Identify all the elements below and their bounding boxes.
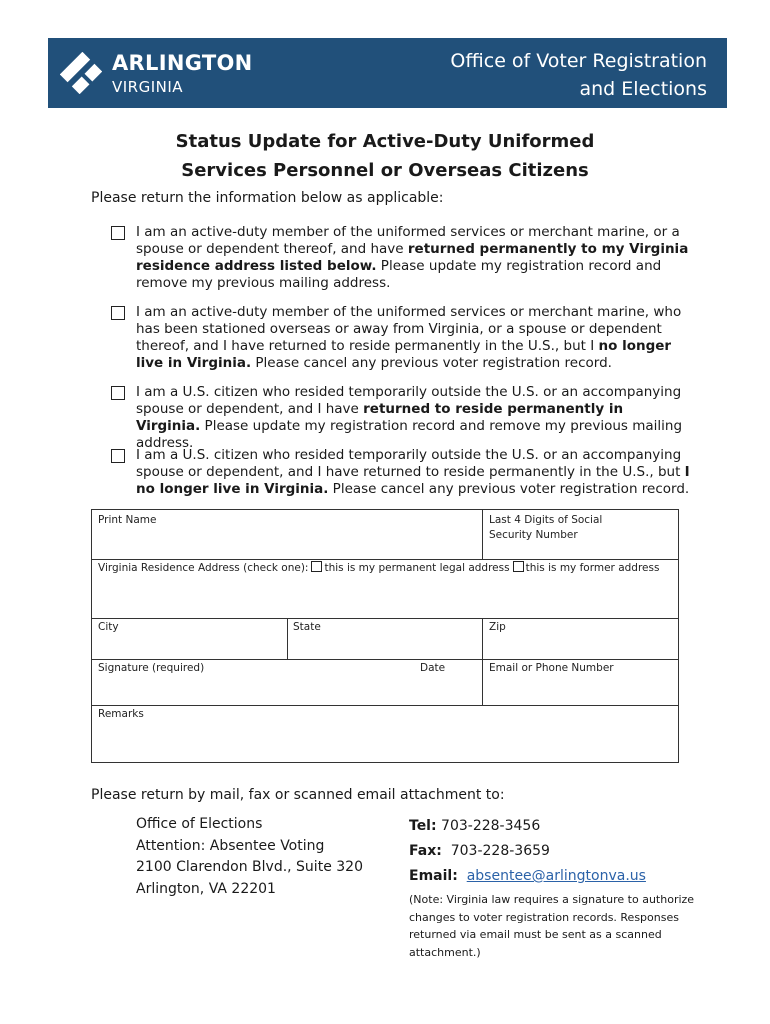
former-address-checkbox[interactable] bbox=[513, 561, 524, 572]
fax-number: 703-228-3659 bbox=[450, 843, 550, 859]
office-title bbox=[450, 47, 707, 103]
date-field[interactable]: Date bbox=[420, 662, 446, 674]
tel-number: 703-228-3456 bbox=[441, 818, 541, 834]
option-4-text bbox=[136, 447, 691, 498]
fax-label: Fax: bbox=[409, 843, 442, 859]
option-text-bold: returned permanently to my Virginia residence address listed below. bbox=[136, 241, 689, 274]
form-divider bbox=[287, 618, 288, 659]
contact-info bbox=[409, 818, 699, 961]
option-3 bbox=[111, 384, 691, 452]
email-link[interactable]: absentee@arlingtonva.us bbox=[466, 868, 646, 884]
email-phone-field[interactable]: Email or Phone Number bbox=[489, 662, 614, 674]
header-banner bbox=[48, 38, 727, 108]
state-field[interactable]: State bbox=[293, 621, 321, 633]
form-divider bbox=[92, 559, 678, 560]
form-divider bbox=[482, 510, 483, 559]
form-divider bbox=[92, 705, 678, 706]
option-1-text bbox=[136, 224, 691, 292]
tel-row bbox=[409, 818, 699, 843]
signature-field[interactable]: Signature (required) bbox=[98, 662, 205, 674]
address-line2: Attention: Absentee Voting bbox=[136, 837, 325, 854]
option-text-bold: I no longer live in Virginia. bbox=[136, 464, 690, 497]
office-title-line1: Office of Voter Registration bbox=[450, 50, 707, 72]
option-text-part: I am an active-duty member of the uniformed services or merchant marine, or a spouse or dependent thereof, and have bbox=[136, 224, 680, 257]
signature-note: (Note: Virginia law requires a signature to authorize changes to voter registration records. Responses returned via email must be sent as a scanned attachment.) bbox=[409, 893, 695, 959]
zip-field[interactable]: Zip bbox=[489, 621, 506, 633]
permanent-address-checkbox[interactable] bbox=[311, 561, 322, 572]
email-row bbox=[409, 868, 699, 893]
fax-row bbox=[409, 843, 699, 868]
return-instructions: Please return by mail, fax or scanned email attachment to: bbox=[91, 787, 505, 803]
option-text-bold: no longer live in Virginia. bbox=[136, 338, 672, 371]
residence-label: Virginia Residence Address (check one): bbox=[98, 562, 309, 574]
option-3-text bbox=[136, 384, 691, 452]
option-3-checkbox[interactable] bbox=[111, 386, 125, 400]
option-text-part: I am a U.S. citizen who resided temporarily outside the U.S. or an accompanying spouse or dependent, and I have returned to reside permanently in the U.S., but bbox=[136, 447, 685, 480]
logo-virginia-text: VIRGINIA bbox=[112, 78, 184, 96]
option-1-checkbox[interactable] bbox=[111, 226, 125, 240]
intro-text: Please return the information below as applicable: bbox=[91, 190, 444, 206]
option-text-part: I am an active-duty member of the uniformed services or merchant marine, who has been stationed overseas or away from Virginia, or a spouse or dependent thereof, and I have returned to reside permanently in the U.S., but I bbox=[136, 304, 682, 354]
former-address-label: this is my former address bbox=[525, 562, 660, 574]
document-title-line1: Status Update for Active-Duty Uniformed bbox=[175, 131, 595, 152]
address-line1: Office of Elections bbox=[136, 816, 263, 832]
option-text-bold: returned to reside permanently in Virginia. bbox=[136, 401, 624, 434]
option-1 bbox=[111, 224, 691, 292]
option-text-part: Please cancel any previous voter registration record. bbox=[328, 481, 690, 497]
ssn-label-line1: Last 4 Digits of Social bbox=[489, 514, 603, 526]
document-title bbox=[0, 127, 770, 185]
option-text-part: Please cancel any previous voter registration record. bbox=[251, 355, 612, 371]
form-divider bbox=[92, 618, 678, 619]
residence-address-field[interactable] bbox=[98, 561, 659, 576]
form-divider bbox=[482, 618, 483, 705]
ssn-field[interactable] bbox=[489, 513, 602, 543]
option-text-part: Please update my registration record and remove my previous mailing address. bbox=[136, 418, 683, 451]
logo-arlington-text: ARLINGTON bbox=[112, 51, 253, 75]
option-2-checkbox[interactable] bbox=[111, 306, 125, 320]
mailing-address bbox=[136, 814, 363, 900]
option-text-part: Please update my registration record and remove my previous mailing address. bbox=[136, 258, 662, 291]
address-line4: Arlington, VA 22201 bbox=[136, 880, 276, 897]
office-title-line2: and Elections bbox=[579, 78, 707, 100]
option-text-part: I am a U.S. citizen who resided temporarily outside the U.S. or an accompanying spouse or dependent, and I have bbox=[136, 384, 682, 417]
ssn-label-line2: Security Number bbox=[489, 529, 578, 541]
form-divider bbox=[92, 659, 678, 660]
arlington-logo-icon bbox=[60, 52, 102, 94]
email-label: Email: bbox=[409, 868, 458, 884]
voter-info-form bbox=[91, 509, 679, 763]
permanent-address-label: this is my permanent legal address bbox=[324, 562, 510, 574]
option-2-text bbox=[136, 304, 691, 372]
address-line3: 2100 Clarendon Blvd., Suite 320 bbox=[136, 859, 363, 875]
print-name-field[interactable]: Print Name bbox=[98, 514, 157, 526]
document-title-line2: Services Personnel or Overseas Citizens bbox=[181, 160, 589, 181]
option-4 bbox=[111, 447, 691, 498]
remarks-field[interactable]: Remarks bbox=[98, 708, 144, 720]
option-2 bbox=[111, 304, 691, 372]
option-4-checkbox[interactable] bbox=[111, 449, 125, 463]
city-field[interactable]: City bbox=[98, 621, 119, 633]
tel-label: Tel: bbox=[409, 818, 437, 834]
